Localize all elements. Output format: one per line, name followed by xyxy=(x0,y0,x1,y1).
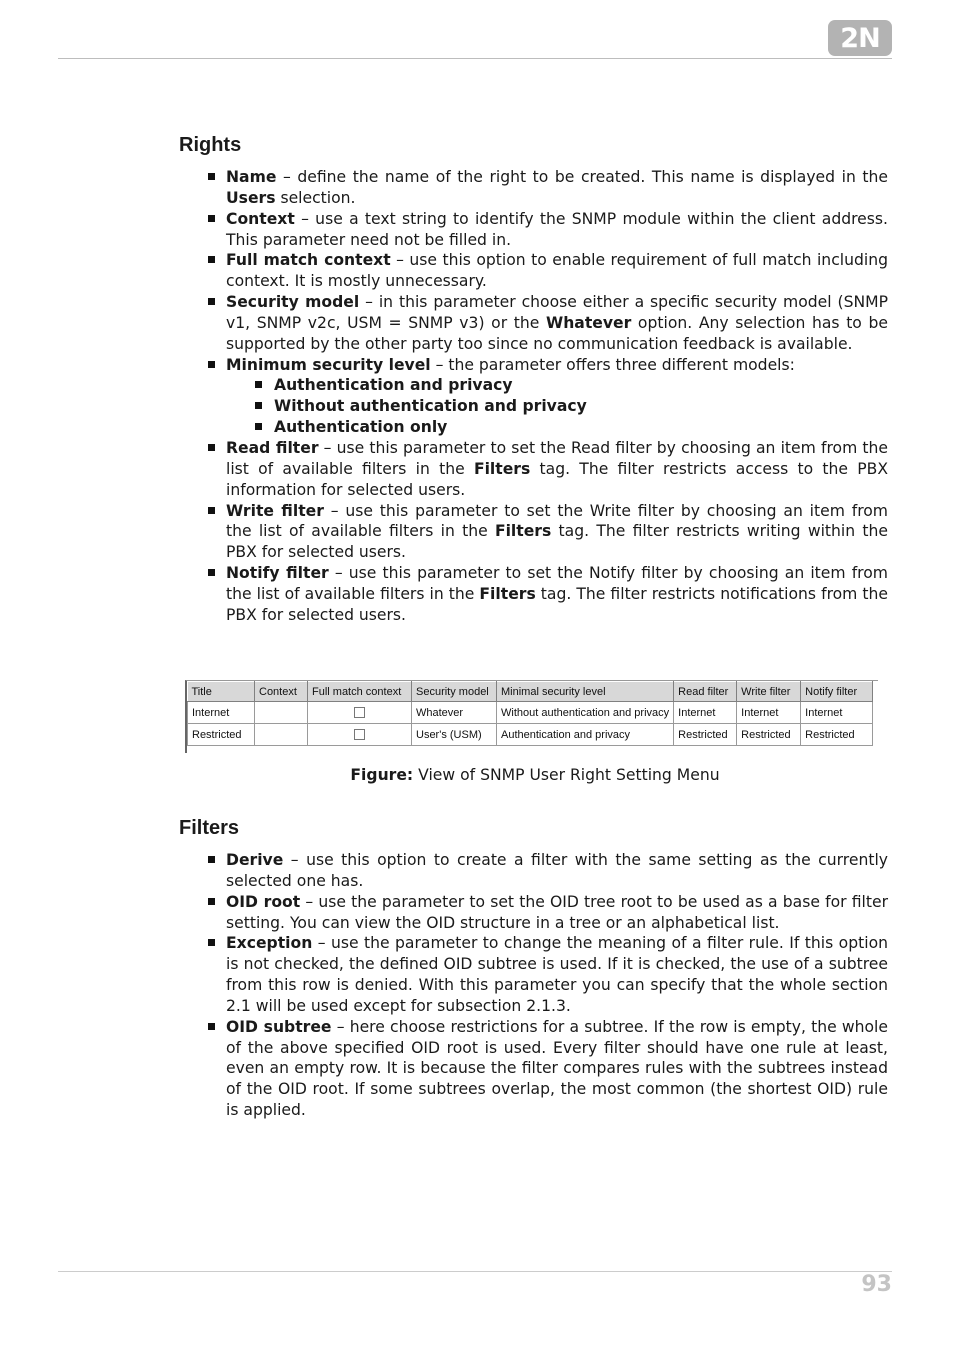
list-item-derive: Derive – use this option to create a filter with the same setting as the currently selected one has. xyxy=(226,851,888,890)
cell-security-model[interactable]: Whatever xyxy=(412,702,497,724)
list-item-context: Context – use a text string to identify the SNMP module within the client address. This parameter need not be filled in. xyxy=(226,209,888,249)
page-number: 93 xyxy=(861,1272,892,1297)
table-row[interactable] xyxy=(188,702,873,724)
list-item-read-filter: Read filter – use this parameter to set the Read filter by choosing an item from the list of available filters in the Filters tag. The filter restricts access to the PBX information for selected users. xyxy=(226,438,889,499)
sub-item: Authentication and privacy xyxy=(274,375,888,396)
cell-min-level[interactable]: Authentication and privacy xyxy=(497,724,674,746)
list-item-exception: Exception – use the parameter to change the meaning of a filter rule. If this option is not checked, the defined OID subtree is used. If it is checked, the use of a subtree from this row is denied. With this parameter you can specify that the whole section 2.1 will be used except for subsection 2.1.3. xyxy=(226,934,888,1015)
header-rule xyxy=(58,58,892,59)
full-match-checkbox[interactable] xyxy=(354,729,365,740)
cell-min-level[interactable]: Without authentication and privacy xyxy=(497,702,674,724)
list-item-name: Name – define the name of the right to be created. This name is displayed in the Users selection. xyxy=(226,168,888,207)
filters-heading: Filters xyxy=(179,817,240,839)
column-header[interactable]: Security model xyxy=(412,682,497,702)
rights-heading: Rights xyxy=(179,134,242,156)
cell-context[interactable] xyxy=(255,724,308,746)
list-item-oid-subtree: OID subtree – here choose restrictions for a subtree. If the row is empty, the whole of the above specified OID root is used. Every filter should have one rule at least, even an empty row. It is because the filter compares rules with the subtrees instead of the OID root. If some subtrees overlap, the most common (the shortest OID) rule is applied. xyxy=(226,1017,888,1120)
rights-list xyxy=(226,167,888,626)
column-header[interactable]: Read filter xyxy=(674,682,737,702)
security-level-sublist xyxy=(274,375,888,438)
column-header[interactable]: Context xyxy=(255,682,308,702)
cell-title[interactable]: Restricted xyxy=(188,724,255,746)
snmp-rights-grid xyxy=(185,680,878,753)
cell-full-match[interactable] xyxy=(308,724,412,746)
cell-context[interactable] xyxy=(255,702,308,724)
rights-table xyxy=(187,681,873,746)
cell-notify-filter[interactable]: Restricted xyxy=(801,724,873,746)
footer-rule xyxy=(58,1271,892,1272)
table-row[interactable] xyxy=(188,724,873,746)
cell-read-filter[interactable]: Internet xyxy=(674,702,737,724)
list-item-full-match-context: Full match context – use this option to enable requirement of full match including context. It is mostly unnecessary. xyxy=(226,251,888,291)
filters-list xyxy=(226,850,888,1121)
cell-title[interactable]: Internet xyxy=(188,702,255,724)
list-item-minimum-security-level: Minimum security level – the parameter offers three different models: Authentication and privacy Without authentication and privacy Authentication only xyxy=(226,355,888,438)
sub-item: Without authentication and privacy xyxy=(274,396,888,417)
sub-item: Authentication only xyxy=(274,417,888,438)
cell-read-filter[interactable]: Restricted xyxy=(674,724,737,746)
list-item-oid-root: OID root – use the parameter to set the OID tree root to be used as a base for filter setting. You can view the OID structure in a tree or an alphabetical list. xyxy=(226,892,888,932)
figure-caption-text: View of SNMP User Right Setting Menu xyxy=(413,766,720,784)
column-header[interactable]: Full match context xyxy=(308,682,412,702)
column-header[interactable]: Minimal security level xyxy=(497,682,674,702)
cell-security-model[interactable]: User's (USM) xyxy=(412,724,497,746)
column-header[interactable]: Title xyxy=(188,682,255,702)
cell-notify-filter[interactable]: Internet xyxy=(801,702,873,724)
list-item-write-filter: Write filter – use this parameter to set the Write filter by choosing an item from the list of available filters in the Filters tag. The filter restricts writing within the PBX for selected users. xyxy=(226,501,888,562)
brand-logo: 2N xyxy=(828,20,892,56)
list-item-notify-filter: Notify filter – use this parameter to set the Notify filter by choosing an item from the list of available filters in the Filters tag. The filter restricts notifications from the PBX for selected users. xyxy=(226,564,889,624)
full-match-checkbox[interactable] xyxy=(354,707,365,718)
cell-write-filter[interactable]: Restricted xyxy=(737,724,801,746)
figure-label: Figure: xyxy=(350,766,414,784)
column-header[interactable]: Write filter xyxy=(737,682,801,702)
list-item-security-model: Security model – in this parameter choose either a specific security model (SNMP v1, SNMP v2c, USM = SNMP v3) or the Whatever option. Any selection has to be supported by the other party too since no communication feedback is available. xyxy=(226,293,888,353)
cell-full-match[interactable] xyxy=(308,702,412,724)
cell-write-filter[interactable]: Internet xyxy=(737,702,801,724)
figure-caption xyxy=(0,766,954,784)
column-header[interactable]: Notify filter xyxy=(801,682,873,702)
table-header-row xyxy=(188,682,873,702)
